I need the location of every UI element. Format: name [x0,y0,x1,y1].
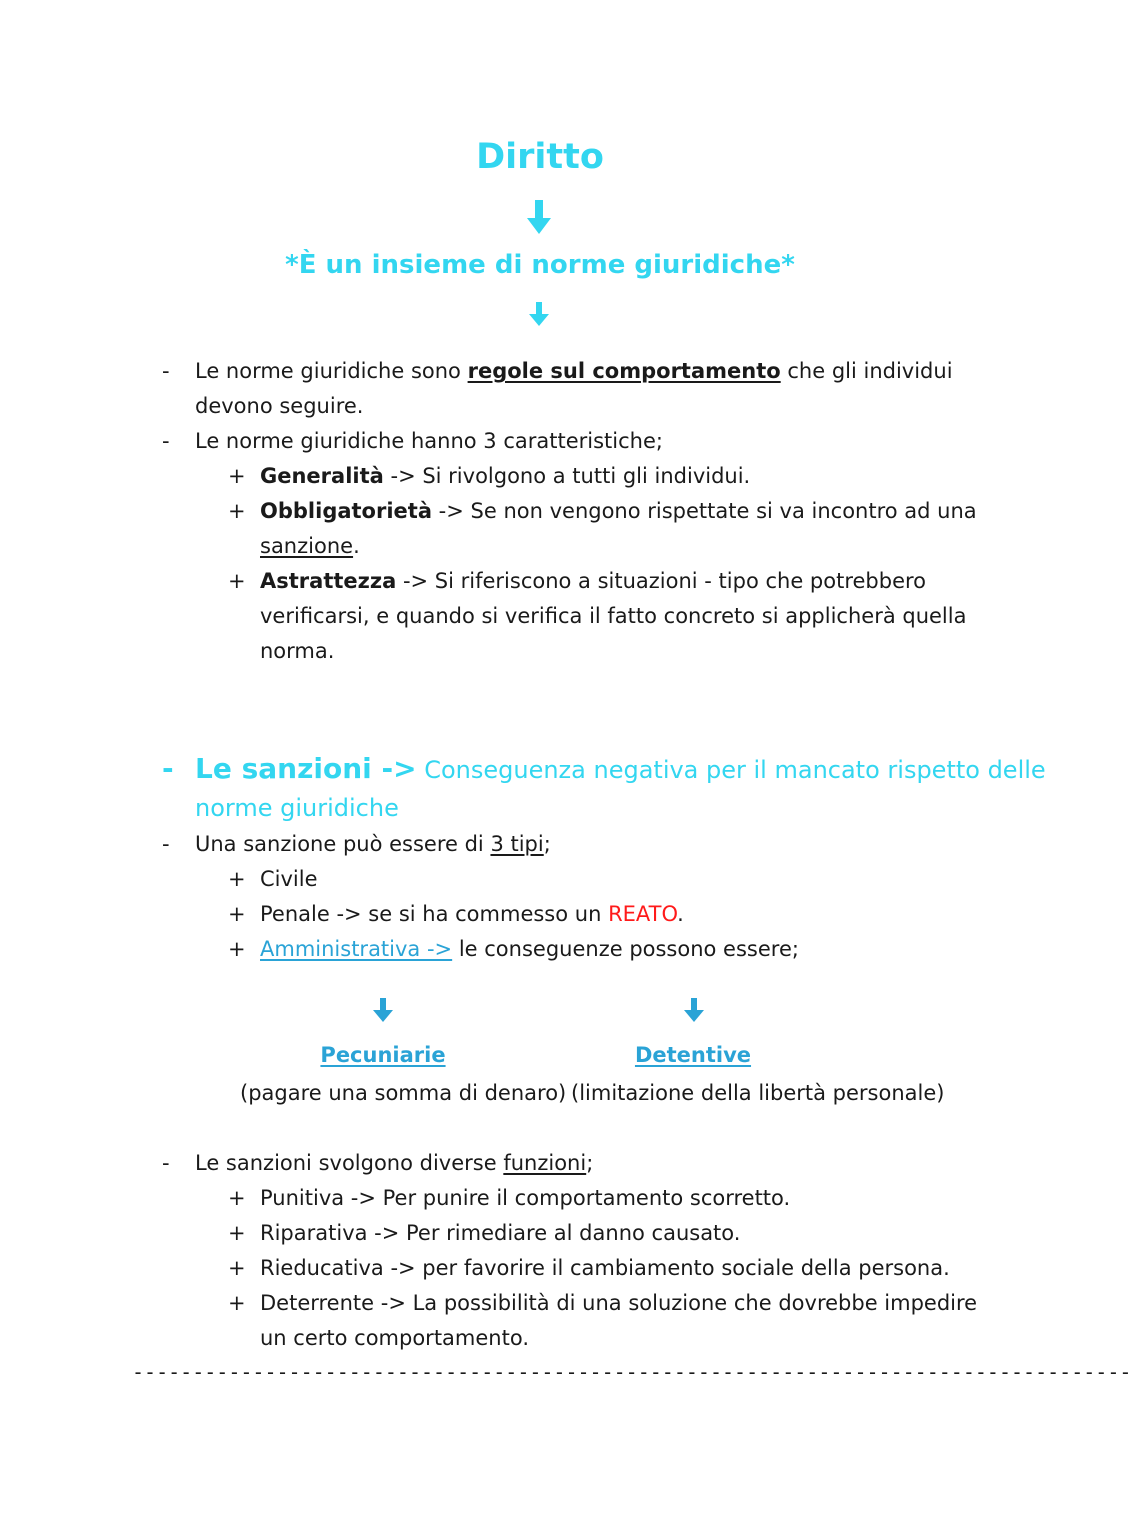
bullet-dash: - [162,1151,170,1175]
norms-definition-line2: devono seguire. [195,394,364,418]
bullet-plus: + [228,937,246,961]
down-arrow-icon [527,200,551,236]
bullet-plus: + [228,902,246,926]
characteristics-intro: Le norme giuridiche hanno 3 caratteristiche; [195,429,663,453]
type-amministrativa: Amministrativa -> le conseguenze possono essere; [260,937,799,961]
bullet-plus: + [228,1256,246,1280]
feature-obbligatorieta: Obbligatorietà -> Se non vengono rispettate si va incontro ad una [260,499,977,523]
bullet-plus: + [228,1186,246,1210]
type-penale: Penale -> se si ha commesso un REATO. [260,902,684,926]
down-arrow-icon [373,998,393,1024]
type-civile: Civile [260,867,318,891]
bullet-dash: - [162,832,170,856]
feature-obbligatorieta-line2: sanzione. [260,534,360,558]
function-punitiva: Punitiva -> Per punire il comportamento scorretto. [260,1186,791,1210]
feature-astrattezza: Astrattezza -> Si riferiscono a situazioni - tipo che potrebbero [260,569,927,593]
subtitle: *È un insieme di norme giuridiche* [285,250,795,280]
reato-alert: REATO [608,902,678,926]
bullet-plus: + [228,464,246,488]
bullet-plus: + [228,1221,246,1245]
branch-detentive: Detentive [634,1043,752,1067]
bullet-dash: - [162,752,174,785]
norms-definition: Le norme giuridiche sono regole sul comportamento che gli individui [195,359,953,383]
bullet-dash: - [162,429,170,453]
feature-generalita: Generalità -> Si rivolgono a tutti gli individui. [260,464,751,488]
bullet-plus: + [228,867,246,891]
sanction-types-intro: Una sanzione può essere di 3 tipi; [195,832,551,856]
emphasis: regole sul comportamento [467,359,781,383]
sanctions-heading-line2: norme giuridiche [195,794,399,822]
bullet-plus: + [228,569,246,593]
functions-intro: Le sanzioni svolgono diverse funzioni; [195,1151,594,1175]
branch-pecuniarie: Pecuniarie [320,1043,446,1067]
branch-detentive-desc: (limitazione della libertà personale) [571,1081,945,1105]
function-rieducativa: Rieducativa -> per favorire il cambiamento sociale della persona. [260,1256,950,1280]
amministrativa-link[interactable]: Amministrativa -> [260,937,453,961]
separator-line: ----------------------------------------------------------------------------------- [132,1360,1131,1384]
bullet-dash: - [162,359,170,383]
function-deterrente: Deterrente -> La possibilità di una soluzione che dovrebbe impedire [260,1291,978,1315]
down-arrow-icon [529,302,549,328]
feature-astrattezza-line3: norma. [260,639,335,663]
function-riparativa: Riparativa -> Per rimediare al danno causato. [260,1221,741,1245]
bullet-plus: + [228,1291,246,1315]
bullet-plus: + [228,499,246,523]
feature-astrattezza-line2: verificarsi, e quando si verifica il fatto concreto si applicherà quella [260,604,967,628]
branch-pecuniarie-desc: (pagare una somma di denaro) [240,1081,567,1105]
sanctions-heading: Le sanzioni -> Conseguenza negativa per il mancato rispetto delle [195,752,1046,785]
down-arrow-icon [684,998,704,1024]
function-deterrente-line2: un certo comportamento. [260,1326,529,1350]
page-title: Diritto [476,137,604,177]
